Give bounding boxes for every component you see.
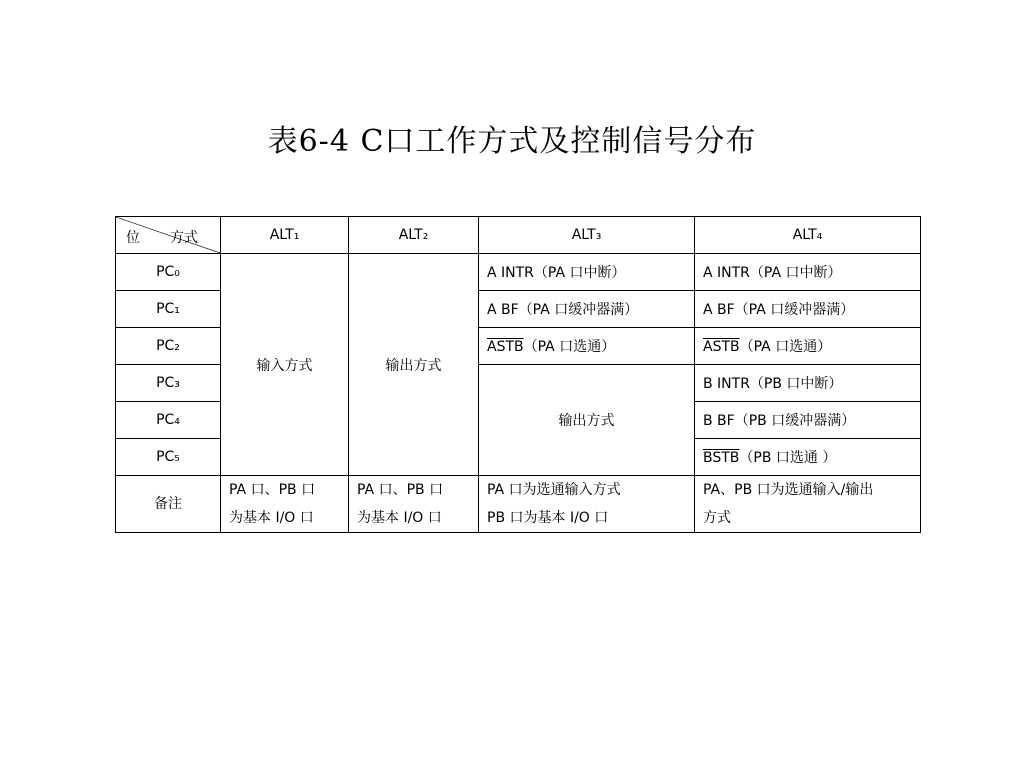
alt4-cell: [695, 439, 921, 476]
header-alt4: ALT₄: [695, 217, 921, 254]
note-line: PA 口、PB 口: [357, 482, 444, 498]
header-row: [116, 217, 921, 254]
bit-label: PC₂: [116, 328, 221, 365]
alt4-cell: [695, 328, 921, 365]
note-alt2: [349, 476, 479, 533]
strobe-signal: ASTB: [487, 339, 524, 355]
note-alt3: [479, 476, 695, 533]
bit-label: PC₃: [116, 365, 221, 402]
signal-desc: （PA 口选通）: [739, 339, 832, 355]
strobe-signal: ASTB: [703, 339, 740, 355]
alt3-cell: A BF（PA 口缓冲器满）: [479, 291, 695, 328]
alt3-cell: [479, 328, 695, 365]
alt4-cell: A INTR（PA 口中断）: [695, 254, 921, 291]
alt4-cell: B INTR（PB 口中断）: [695, 365, 921, 402]
bit-label: PC₅: [116, 439, 221, 476]
note-alt1: [221, 476, 349, 533]
bit-label: PC₁: [116, 291, 221, 328]
alt4-cell: A BF（PA 口缓冲器满）: [695, 291, 921, 328]
bit-label: PC₄: [116, 402, 221, 439]
alt3-cell: A INTR（PA 口中断）: [479, 254, 695, 291]
corner-cell: [116, 217, 221, 254]
port-c-mode-table: [115, 216, 921, 533]
header-alt2: ALT₂: [349, 217, 479, 254]
alt4-cell: B BF（PB 口缓冲器满）: [695, 402, 921, 439]
bit-label: PC₀: [116, 254, 221, 291]
signal-desc: （PA 口选通）: [523, 339, 616, 355]
note-line: PB 口为基本 I/O 口: [487, 510, 609, 526]
alt3-output-cell: 输出方式: [479, 365, 695, 476]
signal-desc: （PB 口选通 ）: [739, 450, 837, 466]
strobe-signal: BSTB: [703, 450, 740, 466]
note-line: 为基本 I/O 口: [357, 510, 442, 526]
note-alt4: [695, 476, 921, 533]
alt2-mode-cell: 输出方式: [349, 254, 479, 476]
note-line: 为基本 I/O 口: [229, 510, 314, 526]
header-alt1: ALT₁: [221, 217, 349, 254]
note-line: PA 口为选通输入方式: [487, 482, 621, 498]
corner-label-mode: 方式: [170, 230, 198, 246]
table-row: [116, 254, 921, 291]
corner-label-bit: 位: [126, 230, 140, 246]
note-row: [116, 476, 921, 533]
header-alt3: ALT₃: [479, 217, 695, 254]
note-line: PA 口、PB 口: [229, 482, 316, 498]
note-line: 方式: [703, 510, 731, 526]
page-title: 表6-4 C口工作方式及控制信号分布: [267, 124, 757, 159]
alt1-mode-cell: 输入方式: [221, 254, 349, 476]
note-label: 备注: [116, 476, 221, 533]
note-line: PA、PB 口为选通输入/输出: [703, 482, 874, 498]
